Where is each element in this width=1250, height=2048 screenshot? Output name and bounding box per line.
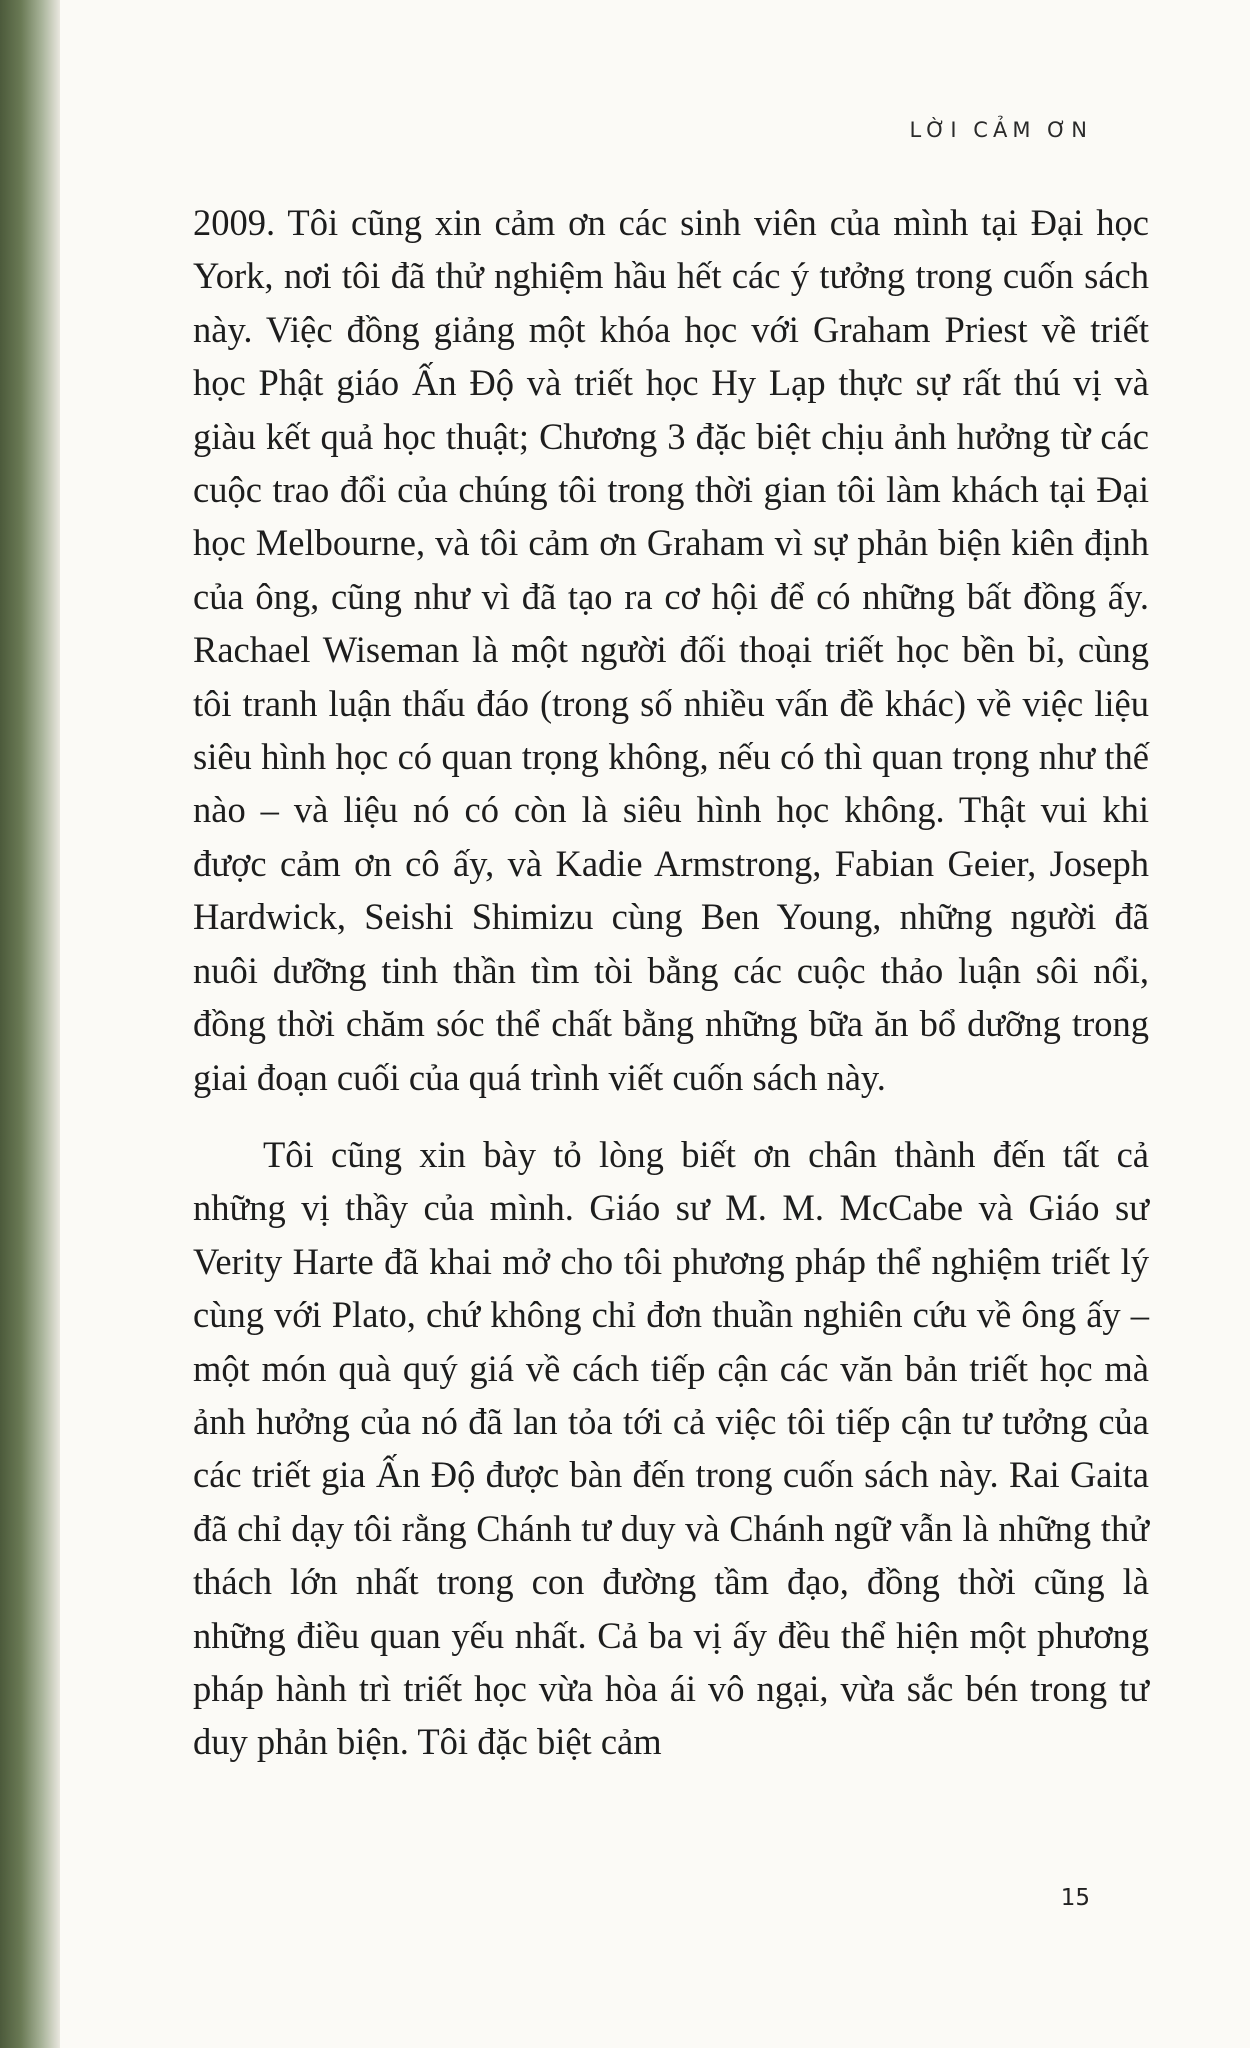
paragraph: Tôi cũng xin bày tỏ lòng biết ơn chân thành đến tất cả những vị thầy của mình. Giáo sư M. M. McCabe và Giáo sư Verity Harte đã khai mở cho tôi phương pháp thể nghiệm triết lý cùng với Plato, chứ không chỉ đơn thuần nghiên cứu về ông ấy – một món quà quý giá về cách tiếp cận các văn bản triết học mà ảnh hưởng của nó đã lan tỏa tới cả việc tôi tiếp cận tư tưởng của các triết gia Ấn Độ được bàn đến trong cuốn sách này. Rai Gaita đã chỉ dạy tôi rằng Chánh tư duy và Chánh ngữ vẫn là những thử thách lớn nhất trong con đường tầm đạo, đồng thời cũng là những điều quan yếu nhất. Cả ba vị ấy đều thể hiện một phương pháp hành trì triết học vừa hòa ái vô ngại, vừa sắc bén trong tư duy phản biện. Tôi đặc biệt cảm: [193, 1133, 1149, 1763]
running-header: LỜI CẢM ƠN: [909, 118, 1092, 142]
paragraph: 2009. Tôi cũng xin cảm ơn các sinh viên của mình tại Đại học York, nơi tôi đã thử nghiệm hầu hết các ý tưởng trong cuốn sách này. Việc đồng giảng một khóa học với Graham Priest về triết học Phật giáo Ấn Độ và triết học Hy Lạp thực sự rất thú vị và giàu kết quả học thuật; Chương 3 đặc biệt chịu ảnh hưởng từ các cuộc trao đổi của chúng tôi trong thời gian tôi làm khách tại Đại học Melbourne, và tôi cảm ơn Graham vì sự phản biện kiên định của ông, cũng như vì đã tạo ra cơ hội để có những bất đồng ấy. Rachael Wiseman là một người đối thoại triết học bền bỉ, cùng tôi tranh luận thấu đáo (trong số nhiều vấn đề khác) về việc liệu siêu hình học có quan trọng không, nếu có thì quan trọng như thế nào – và liệu nó có còn là siêu hình học không. Thật vui khi được cảm ơn cô ấy, và Kadie Armstrong, Fabian Geier, Joseph Hardwick, Seishi Shimizu cùng Ben Young, những người đã nuôi dưỡng tinh thần tìm tòi bằng các cuộc thảo luận sôi nổi, đồng thời chăm sóc thể chất bằng những bữa ăn bổ dưỡng trong giai đoạn cuối của quá trình viết cuốn sách này.: [193, 202, 1149, 1098]
book-page: [60, 0, 1250, 2048]
book-spine-shadow: [0, 0, 60, 2048]
body-text: [193, 196, 1149, 1769]
page-number: 15: [1060, 1885, 1090, 1911]
